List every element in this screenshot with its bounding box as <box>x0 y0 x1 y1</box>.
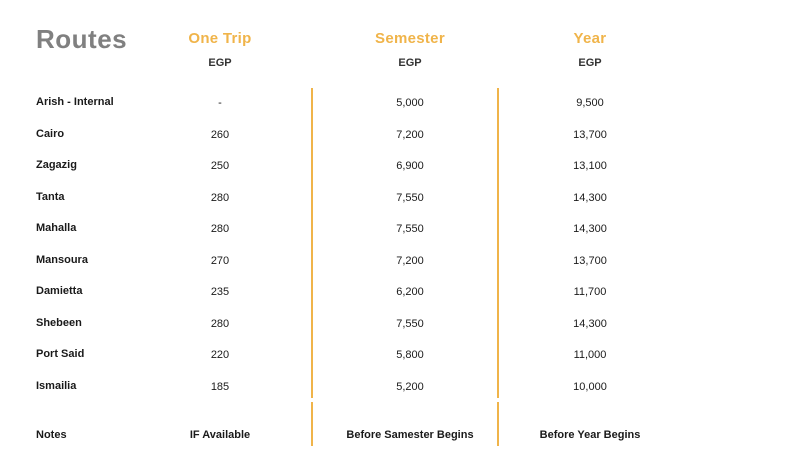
column-header-year: Year <box>573 30 607 47</box>
notes-label: Notes <box>36 429 67 441</box>
table-row <box>0 340 800 372</box>
cell-year: 10,000 <box>573 380 607 393</box>
cell-semester: 5,000 <box>396 97 424 109</box>
cell-one-trip: 280 <box>210 223 230 235</box>
cell-one-trip: 220 <box>210 349 230 361</box>
route-label: Zagazig <box>36 159 77 171</box>
cell-semester: 7,200 <box>396 128 424 141</box>
notes-one-trip: IF Available <box>189 429 251 441</box>
cell-one-trip: 235 <box>210 286 230 298</box>
cell-semester: 5,800 <box>396 349 424 361</box>
route-label: Port Said <box>36 348 85 360</box>
column-currency-one-trip: EGP <box>208 57 232 69</box>
cell-year: 11,000 <box>573 349 607 361</box>
table-row <box>0 120 800 152</box>
route-label: Mahalla <box>36 222 77 234</box>
cell-one-trip: - <box>218 97 222 109</box>
table-row <box>0 214 800 246</box>
route-label: Shebeen <box>36 316 82 329</box>
cell-one-trip: 250 <box>210 160 230 172</box>
table-header <box>0 0 800 88</box>
cell-year: 13,700 <box>573 128 607 141</box>
column-header-one-trip: One Trip <box>188 30 252 47</box>
column-header-semester: Semester <box>375 30 445 47</box>
table-row <box>0 277 800 309</box>
table-row <box>0 151 800 183</box>
cell-semester: 7,550 <box>396 317 424 330</box>
cell-year: 13,100 <box>573 160 607 172</box>
route-label: Damietta <box>36 285 83 297</box>
page-title: Routes <box>36 24 128 54</box>
table-row <box>0 372 800 404</box>
notes-semester: Before Samester Begins <box>346 429 474 441</box>
route-label: Tanta <box>36 190 65 203</box>
notes-year: Before Year Begins <box>539 429 641 441</box>
cell-semester: 6,900 <box>396 160 424 172</box>
cell-year: 14,300 <box>573 223 607 235</box>
cell-semester: 7,550 <box>396 223 424 235</box>
route-label: Arish - Internal <box>36 96 114 108</box>
column-currency-semester: EGP <box>398 57 422 69</box>
cell-one-trip: 280 <box>210 317 230 330</box>
route-label: Mansoura <box>36 253 88 266</box>
cell-year: 14,300 <box>573 191 607 204</box>
table-row <box>0 246 800 278</box>
cell-semester: 7,550 <box>396 191 424 204</box>
cell-one-trip: 260 <box>210 128 230 141</box>
table-row <box>0 88 800 120</box>
cell-year: 13,700 <box>573 254 607 267</box>
notes-row <box>0 419 800 459</box>
cell-one-trip: 270 <box>210 254 230 267</box>
column-currency-year: EGP <box>578 57 602 69</box>
cell-year: 14,300 <box>573 317 607 330</box>
cell-one-trip: 185 <box>210 380 230 393</box>
cell-semester: 7,200 <box>396 254 424 267</box>
cell-year: 11,700 <box>573 286 607 298</box>
table-row <box>0 309 800 341</box>
table-row <box>0 183 800 215</box>
cell-year: 9,500 <box>576 97 604 109</box>
cell-semester: 6,200 <box>396 286 424 298</box>
route-label: Ismailia <box>36 379 77 392</box>
cell-one-trip: 280 <box>210 191 230 204</box>
cell-semester: 5,200 <box>396 380 424 393</box>
route-label: Cairo <box>36 127 65 140</box>
table-body <box>0 88 800 403</box>
